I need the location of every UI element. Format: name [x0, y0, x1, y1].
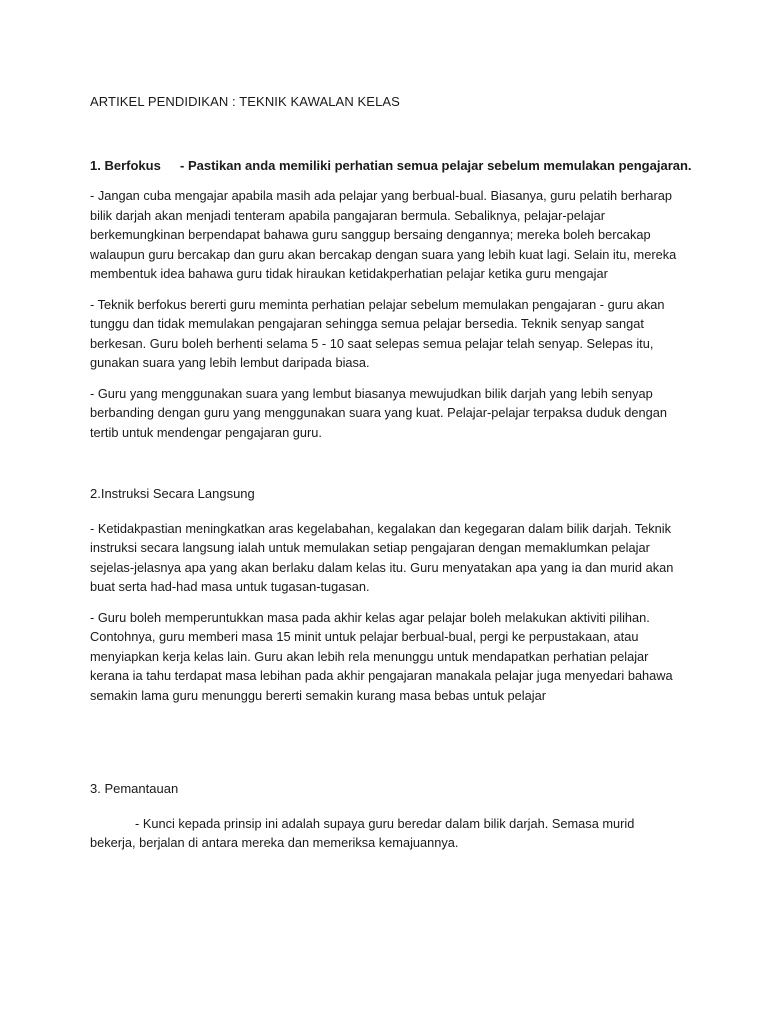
section-spacer — [90, 453, 680, 484]
section-2-paragraph: - Guru boleh memperuntukkan masa pada akhir kelas agar pelajar boleh melakukan aktiviti pilihan. Contohnya, guru memberi masa 15 minit untuk pelajar berbual-bual, pergi ke perpustakaan, atau menyiapkan kerja kelas lain. Guru akan lebih rela menunggu untuk mendapatkan perhatian pelajar kerana ia tahu terdapat masa lebihan pada akhir pengajaran manakala pelajar juga menyedari bahawa semakin lama guru menunggu bererti semakin kurang masa bebas untuk pelajar — [90, 609, 673, 703]
section-2-paragraph: - Ketidakpastian meningkatkan aras kegelabahan, kegalakan dan kegegaran dalam bilik darjah. Teknik instruksi secara langsung ialah untuk memulakan setiap pengajaran dengan memaklumkan pelajar sejelas-jelasnya apa yang akan berlaku dalam kelas itu. Guru menyatakan apa yang ia dan murid akan buat serta had-had masa untuk tugasan-tugasan. — [90, 520, 674, 594]
section-spacer — [90, 716, 680, 779]
document-body — [90, 92, 692, 853]
section-3-paragraph: - Kunci kepada prinsip ini adalah supaya guru beredar dalam bilik darjah. Semasa murid bekerja, berjalan di antara mereka dan memeriksa kemajuannya. — [90, 815, 635, 850]
section-1-paragraph: - Guru yang menggunakan suara yang lembut biasanya mewujudkan bilik darjah yang lebih senyap berbanding dengan guru yang menggunakan suara yang kuat. Pelajar-pelajar terpaksa duduk dengan tertib untuk mendengar pengajaran guru. — [90, 385, 667, 440]
section-3-heading: 3. Pemantauan — [90, 781, 179, 796]
section-1-paragraph: - Teknik berfokus bererti guru meminta perhatian pelajar sebelum memulakan pengajaran - guru akan tunggu dan tidak memulakan pengajaran sehingga semua pelajar bersedia. Teknik senyap sangat berkesan. Guru boleh berhenti selama 5 - 10 saat selepas semua pelajar telah senyap. Selepas itu, gunakan suara yang lebih lembut daripada biasa. — [90, 296, 665, 370]
document-title: ARTIKEL PENDIDIKAN : TEKNIK KAWALAN KELAS — [90, 94, 400, 109]
section-2-heading: 2.Instruksi Secara Langsung — [90, 486, 255, 501]
section-1-heading — [90, 156, 692, 176]
section-1-heading-number: 1. Berfokus — [90, 157, 161, 173]
section-1-paragraph: - Jangan cuba mengajar apabila masih ada pelajar yang berbual-bual. Biasanya, guru pelatih berharap bilik darjah akan menjadi tenteram apabila pangajaran bermula. Sebaliknya, pelajar-pelajar berkemungkinan berpendapat bahawa guru sanggup bersaing dengannya; mereka boleh bercakap walaupun guru bercakap dan guru akan bercakap dengan suara yang lebih kuat lagi. Selain itu, mereka membentuk idea bahawa guru tidak hiraukan ketidakperhatian pelajar ketika guru mengajar — [90, 188, 677, 281]
section-1-heading-text: - Pastikan anda memiliki perhatian semua pelajar sebelum memulakan pengajaran. — [180, 157, 692, 173]
